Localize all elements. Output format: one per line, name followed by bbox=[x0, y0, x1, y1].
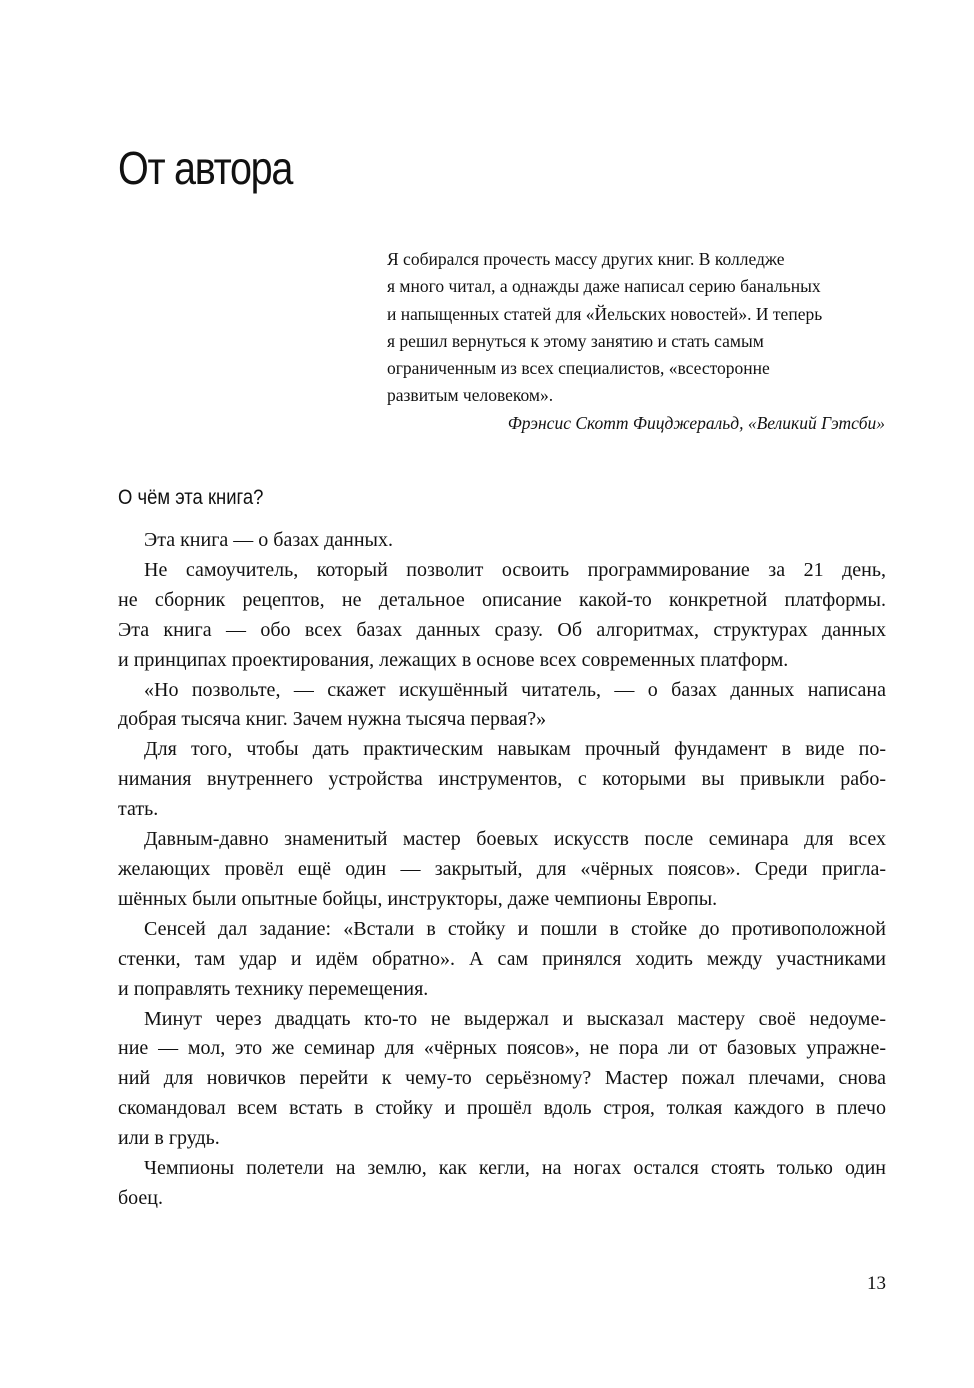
body-line: и принципах проектирования, лежащих в основе всех современных платформ. bbox=[118, 648, 789, 671]
body-line: Давным-давно знаменитый мастер боевых искусств после семинара для всех bbox=[144, 828, 886, 851]
body-line: тать. bbox=[118, 798, 159, 821]
epigraph bbox=[387, 246, 887, 437]
body-line: боец. bbox=[118, 1186, 163, 1209]
body-line: Минут через двадцать кто-то не выдержал и высказал мастеру своё недоуме- bbox=[144, 1007, 886, 1030]
page-number: 13 bbox=[867, 1273, 886, 1294]
body-line: Эта книга — обо всех базах данных сразу. Об алгоритмах, структурах данных bbox=[118, 618, 886, 641]
body-line: ний для новичков перейти к чему-то серьёзному? Мастер пожал плечами, снова bbox=[118, 1067, 886, 1090]
body-line: ние — мол, это же семинар для «чёрных поясов», не пора ли от базовых упражне- bbox=[118, 1037, 886, 1060]
body-line: Не самоучитель, который позволит освоить программирование за 21 день, bbox=[144, 558, 886, 581]
body-line: Для того, чтобы дать практическим навыкам прочный фундамент в виде по- bbox=[144, 738, 886, 761]
body-line: добрая тысяча книг. Зачем нужна тысяча первая?» bbox=[118, 708, 547, 731]
body-line: скомандовал всем встать в стойку и прошёл вдоль строя, толкая каждого в плечо bbox=[118, 1097, 886, 1120]
body-line: не сборник рецептов, не детальное описание какой-то конкретной платформы. bbox=[118, 588, 886, 611]
epigraph-attribution: Фрэнсис Скотт Фицджеральд, «Великий Гэтсби» bbox=[507, 412, 885, 433]
body-line: «Но позвольте, — скажет искушённый читатель, — о базах данных написана bbox=[144, 678, 886, 701]
body-line: нимания внутреннего устройства инструментов, с которыми вы привыкли рабо- bbox=[118, 768, 886, 791]
body-line: Чемпионы полетели на землю, как кегли, на ногах остался стоять только один bbox=[144, 1157, 886, 1180]
section-heading: О чём эта книга? bbox=[118, 486, 264, 509]
body-line: и поправлять технику перемещения. bbox=[118, 977, 429, 1000]
body-line: или в грудь. bbox=[118, 1127, 220, 1150]
epigraph-line: Я собирался прочесть массу других книг. В колледже bbox=[387, 249, 785, 269]
body-line: стенки, там удар и идём обратно». А сам принялся ходить между участниками bbox=[118, 947, 886, 970]
body-line: Сенсей дал задание: «Встали в стойку и пошли в стойке до противоположной bbox=[144, 917, 886, 940]
body-text bbox=[118, 526, 886, 1214]
epigraph-line: я решил вернуться к этому занятию и стать самым bbox=[387, 330, 764, 351]
epigraph-line: ограниченным из всех специалистов, «всесторонне bbox=[387, 358, 770, 379]
chapter-title: От автора bbox=[118, 142, 293, 194]
epigraph-line: развитым человеком». bbox=[387, 385, 554, 406]
body-line: желающих провёл ещё один — закрытый, для «чёрных поясов». Среди пригла- bbox=[118, 857, 886, 880]
body-line: Эта книга — о базах данных. bbox=[144, 529, 393, 551]
epigraph-line: я много читал, а однажды даже написал серию банальных bbox=[387, 276, 821, 297]
epigraph-line: и напыщенных статей для «Йельских новостей». И теперь bbox=[387, 303, 823, 324]
body-line: шённых были опытные бойцы, инструкторы, даже чемпионы Европы. bbox=[118, 887, 718, 910]
